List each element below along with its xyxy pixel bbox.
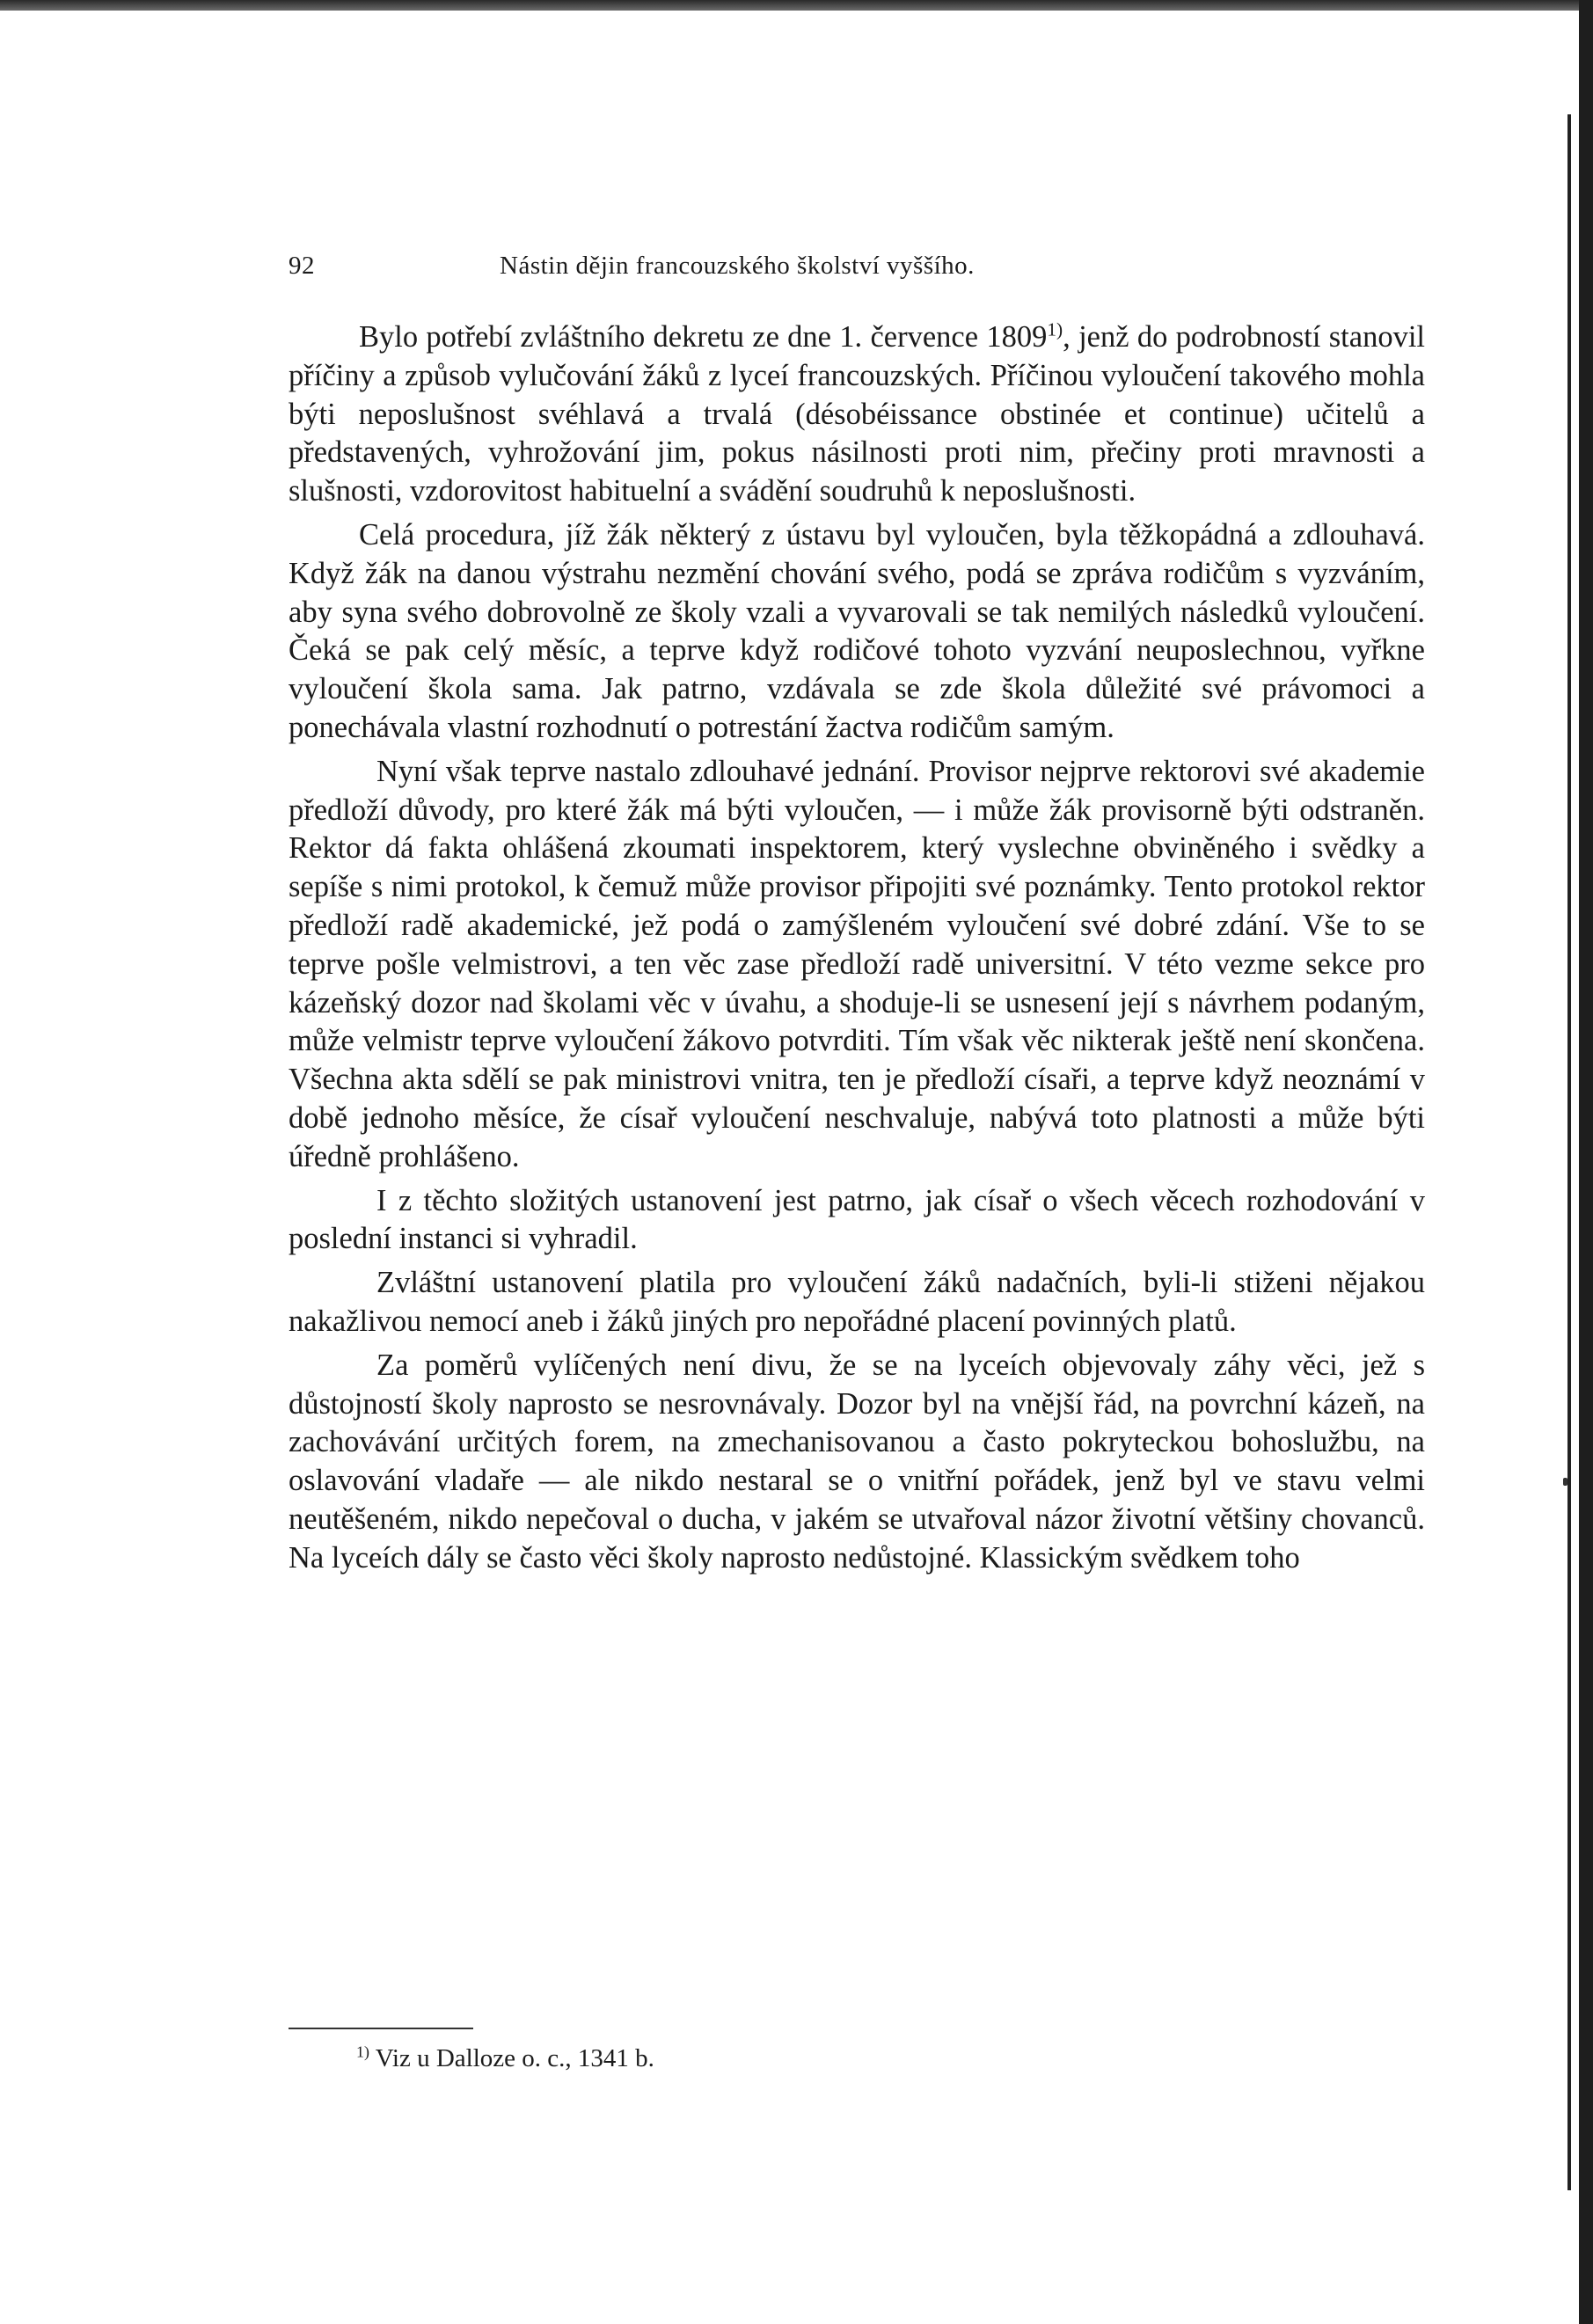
running-title: Nástin dějin francouzského školství vyššího.	[500, 252, 975, 280]
body-text	[289, 318, 1425, 1578]
paragraph-2: Celá procedura, jíž žák některý z ústavu byl vyloučen, byla těžkopádná a zdlouhavá. Když žák na danou výstrahu nezmění chování svého, podá se zpráva rodičům s vyzváním, aby syna svého dobrovolně ze školy vzali a vyvarovali se tak nemilých následků vyloučení. Čeká se pak celý měsíc, a teprve když rodičové tohoto vyzvání neuposlechnou, vyřkne vyloučení škola sama. Jak patrno, vzdávala se zde škola důležité své právomoci a ponechávala vlastní rozhodnutí o potrestání žactva rodičům samým.	[289, 517, 1425, 744]
paragraph-1-text-start: Bylo potřebí zvláštního dekretu ze dne 1. července 1809	[359, 320, 1048, 354]
paragraph-6: Za poměrů vylíčených není divu, že se na lyceích objevovaly záhy věci, jež s důstojností školy naprosto se nesrovnávaly. Dozor byl na vnější řád, na povrchní kázeň, na zachovávání určitých forem, na zmechanisovanou a často pokryteckou bohoslužbu, na oslavování vladaře — ale nikdo nestaral se o vnitřní pořádek, jenž byl ve stavu velmi neutěšeném, nikdo nepečoval o ducha, v jakém se utvařoval názor životní většiny chovanců. Na lyceích dály se často věci školy naprosto nedůstojné. Klassickým svědkem toho	[289, 1348, 1425, 1575]
scan-speck	[1563, 1478, 1567, 1486]
page-number: 92	[289, 252, 315, 280]
footnote	[356, 2043, 654, 2074]
paragraph-4: I z těchto složitých ustanovení jest patrno, jak císař o všech věcech rozhodování v poslední instanci si vyhradil.	[289, 1183, 1425, 1256]
footnote-reference: 1)	[1047, 318, 1063, 340]
footnote-divider	[289, 2028, 473, 2029]
running-head	[289, 252, 1425, 290]
paragraph-5: Zvláštní ustanovení platila pro vyloučení žáků nadačních, byli-li stiženi nějakou nakažlivou nemocí aneb i žáků jiných pro nepořádné placení povinných platů.	[289, 1266, 1425, 1338]
scan-edge-right	[1579, 0, 1593, 2324]
scan-gutter-line	[1567, 114, 1571, 2190]
footnote-text: Viz u Dalloze o. c., 1341 b.	[369, 2044, 654, 2072]
scan-edge-top	[0, 0, 1593, 11]
paragraph-1	[289, 318, 1425, 511]
paragraph-3: Nyní však teprve nastalo zdlouhavé jednání. Provisor nejprve rektorovi své akademie předloží důvody, pro které žák má býti vyloučen, — i může žák provisorně býti odstraněn. Rektor dá fakta ohlášená zkoumati inspektorem, který vyslechne obviněného i svědky a sepíše s nimi protokol, k čemuž může provisor připojiti své poznámky. Tento protokol rektor předloží radě akademické, jež podá o zamýšleném vyloučení své dobré zdání. Vše to se teprve pošle velmistrovi, a ten věc zase předloží radě universitní. V této vezme sekce pro kázeňský dozor nad školami věc v úvahu, a shoduje-li se usnesení její s návrhem podaným, může velmistr teprve vyloučení žákovo potvrditi. Tím však věc nikterak ještě není skončena. Všechna akta sdělí se pak ministrovi vnitra, ten je předloží císaři, a teprve když neoznámí v době jednoho měsíce, že císař vyloučení neschvaluje, nabývá toto platnosti a může býti úředně prohlášeno.	[289, 754, 1425, 1173]
footnote-mark: 1)	[356, 2043, 369, 2061]
paragraph-1-text-end: , jenž do podrobností stanovil příčiny a způsob vylučování žáků z lyceí francouzských. Příčinou vyloučení takového mohla býti neposlušnost svéhlavá a trvalá (désobéissance obstinée et continue) učitelů a představených, vyhrožování jim, pokus násilnosti proti nim, přečiny proti mravnosti a slušnosti, vzdorovitost habituelní a svádění soudruhů k neposlušnosti.	[289, 320, 1425, 508]
